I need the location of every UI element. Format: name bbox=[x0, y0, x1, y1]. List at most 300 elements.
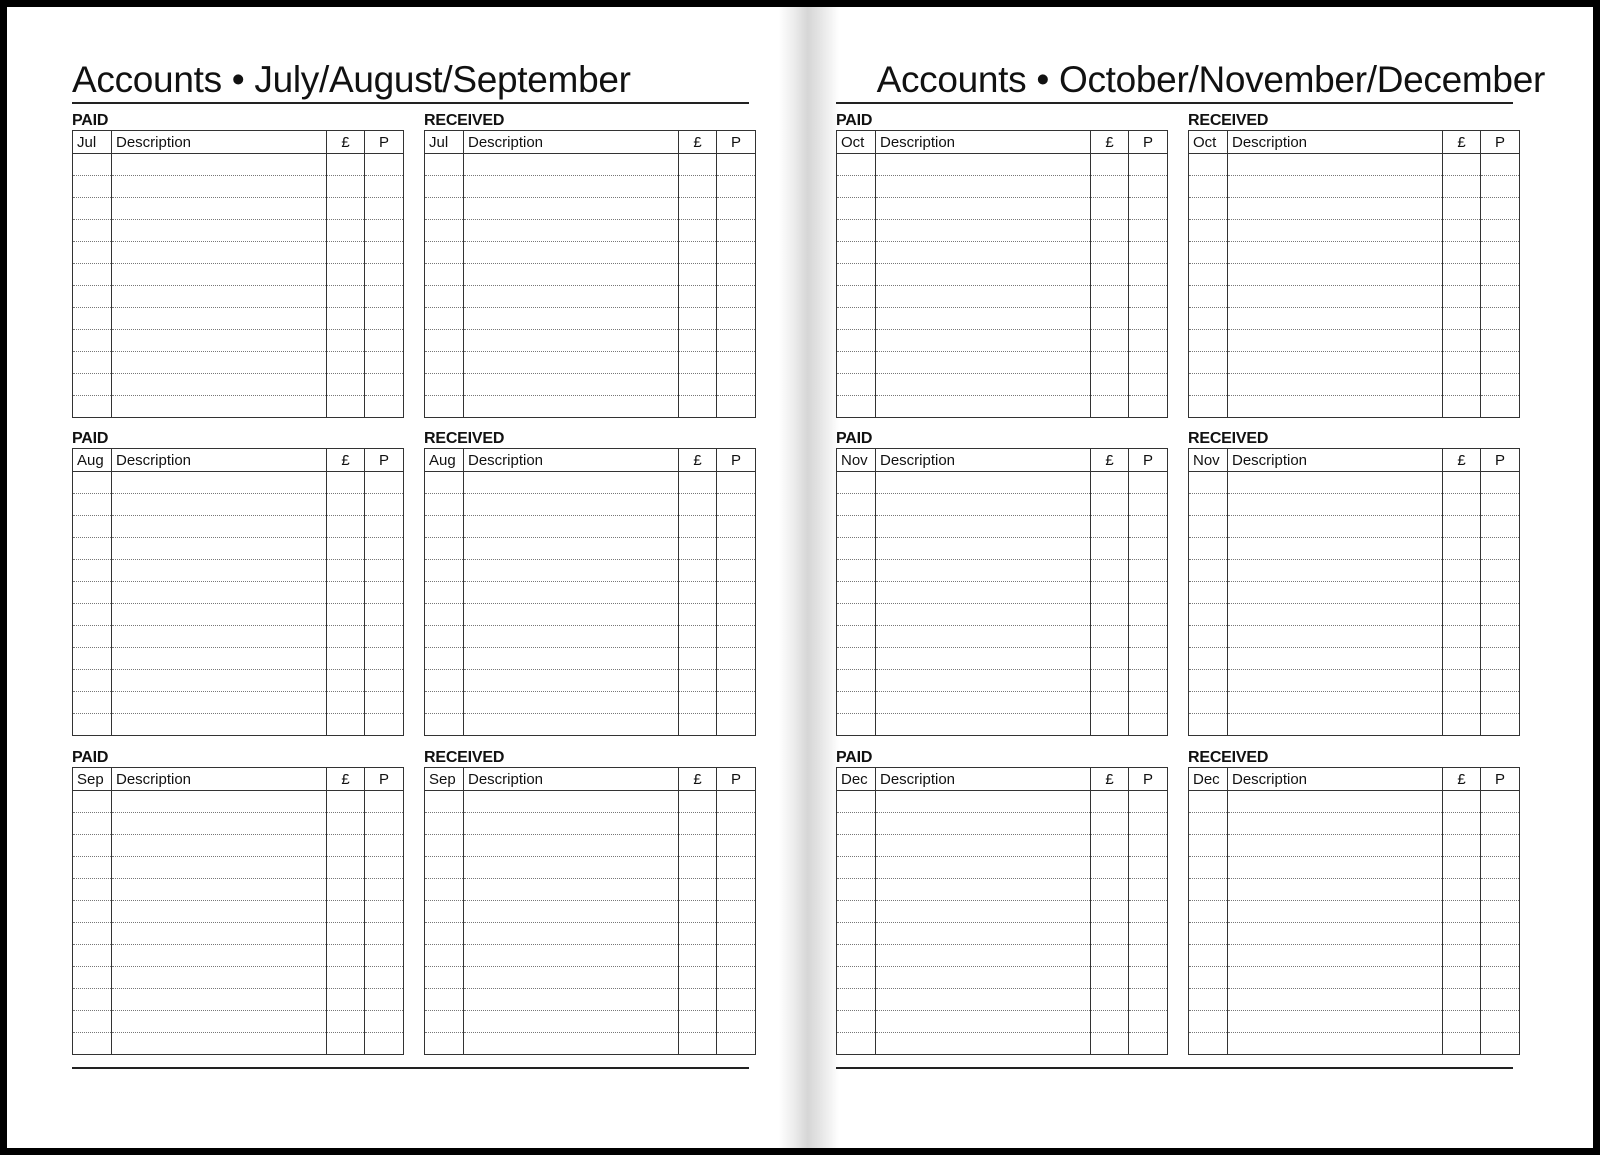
month-cell[interactable] bbox=[1189, 1011, 1228, 1033]
pounds-cell[interactable] bbox=[679, 154, 717, 176]
month-cell[interactable] bbox=[73, 154, 112, 176]
month-cell[interactable] bbox=[837, 967, 876, 989]
pence-cell[interactable] bbox=[717, 670, 756, 692]
month-cell[interactable] bbox=[1189, 1033, 1228, 1055]
pounds-cell[interactable] bbox=[1091, 494, 1129, 516]
pence-cell[interactable] bbox=[1129, 670, 1168, 692]
description-cell[interactable] bbox=[112, 286, 327, 308]
pence-cell[interactable] bbox=[365, 945, 404, 967]
description-cell[interactable] bbox=[112, 176, 327, 198]
pounds-cell[interactable] bbox=[1443, 692, 1481, 714]
pounds-cell[interactable] bbox=[1443, 494, 1481, 516]
description-cell[interactable] bbox=[112, 714, 327, 736]
pounds-cell[interactable] bbox=[679, 472, 717, 494]
pounds-cell[interactable] bbox=[1443, 582, 1481, 604]
pounds-cell[interactable] bbox=[1091, 1011, 1129, 1033]
description-cell[interactable] bbox=[464, 813, 679, 835]
pence-cell[interactable] bbox=[365, 560, 404, 582]
pounds-cell[interactable] bbox=[1091, 692, 1129, 714]
pence-cell[interactable] bbox=[1481, 396, 1520, 418]
month-cell[interactable] bbox=[73, 1011, 112, 1033]
pounds-cell[interactable] bbox=[679, 923, 717, 945]
pence-cell[interactable] bbox=[365, 374, 404, 396]
pence-cell[interactable] bbox=[1129, 242, 1168, 264]
description-cell[interactable] bbox=[1228, 901, 1443, 923]
month-cell[interactable] bbox=[837, 604, 876, 626]
pence-cell[interactable] bbox=[717, 857, 756, 879]
pounds-cell[interactable] bbox=[327, 330, 365, 352]
pence-cell[interactable] bbox=[1481, 923, 1520, 945]
pounds-cell[interactable] bbox=[1091, 879, 1129, 901]
month-cell[interactable] bbox=[1189, 714, 1228, 736]
description-cell[interactable] bbox=[112, 1011, 327, 1033]
month-cell[interactable] bbox=[837, 835, 876, 857]
pounds-cell[interactable] bbox=[679, 626, 717, 648]
description-cell[interactable] bbox=[876, 538, 1091, 560]
pence-cell[interactable] bbox=[365, 813, 404, 835]
description-cell[interactable] bbox=[1228, 352, 1443, 374]
pence-cell[interactable] bbox=[1129, 198, 1168, 220]
month-cell[interactable] bbox=[1189, 582, 1228, 604]
pence-cell[interactable] bbox=[717, 945, 756, 967]
pence-cell[interactable] bbox=[1481, 516, 1520, 538]
description-cell[interactable] bbox=[112, 1033, 327, 1055]
month-cell[interactable] bbox=[73, 352, 112, 374]
description-cell[interactable] bbox=[112, 967, 327, 989]
month-cell[interactable] bbox=[425, 352, 464, 374]
month-cell[interactable] bbox=[1189, 901, 1228, 923]
month-cell[interactable] bbox=[73, 670, 112, 692]
month-cell[interactable] bbox=[837, 494, 876, 516]
month-cell[interactable] bbox=[73, 923, 112, 945]
pounds-cell[interactable] bbox=[1443, 835, 1481, 857]
description-cell[interactable] bbox=[1228, 604, 1443, 626]
month-cell[interactable] bbox=[837, 670, 876, 692]
description-cell[interactable] bbox=[112, 670, 327, 692]
month-cell[interactable] bbox=[1189, 396, 1228, 418]
description-cell[interactable] bbox=[1228, 374, 1443, 396]
month-cell[interactable] bbox=[425, 967, 464, 989]
pence-cell[interactable] bbox=[1481, 648, 1520, 670]
pounds-cell[interactable] bbox=[679, 714, 717, 736]
pence-cell[interactable] bbox=[717, 154, 756, 176]
description-cell[interactable] bbox=[464, 308, 679, 330]
month-cell[interactable] bbox=[837, 791, 876, 813]
description-cell[interactable] bbox=[112, 857, 327, 879]
description-cell[interactable] bbox=[464, 242, 679, 264]
description-cell[interactable] bbox=[112, 198, 327, 220]
description-cell[interactable] bbox=[112, 330, 327, 352]
month-cell[interactable] bbox=[425, 1011, 464, 1033]
description-cell[interactable] bbox=[112, 945, 327, 967]
month-cell[interactable] bbox=[73, 286, 112, 308]
pounds-cell[interactable] bbox=[1443, 923, 1481, 945]
description-cell[interactable] bbox=[112, 154, 327, 176]
pounds-cell[interactable] bbox=[1443, 879, 1481, 901]
pounds-cell[interactable] bbox=[1443, 714, 1481, 736]
description-cell[interactable] bbox=[112, 396, 327, 418]
description-cell[interactable] bbox=[1228, 242, 1443, 264]
pence-cell[interactable] bbox=[1129, 264, 1168, 286]
pounds-cell[interactable] bbox=[1443, 648, 1481, 670]
pounds-cell[interactable] bbox=[327, 176, 365, 198]
pence-cell[interactable] bbox=[365, 286, 404, 308]
pence-cell[interactable] bbox=[717, 494, 756, 516]
pence-cell[interactable] bbox=[717, 582, 756, 604]
month-cell[interactable] bbox=[837, 330, 876, 352]
description-cell[interactable] bbox=[464, 835, 679, 857]
description-cell[interactable] bbox=[464, 648, 679, 670]
month-cell[interactable] bbox=[1189, 791, 1228, 813]
pounds-cell[interactable] bbox=[679, 396, 717, 418]
pence-cell[interactable] bbox=[1129, 516, 1168, 538]
description-cell[interactable] bbox=[876, 857, 1091, 879]
pounds-cell[interactable] bbox=[1091, 791, 1129, 813]
description-cell[interactable] bbox=[876, 626, 1091, 648]
description-cell[interactable] bbox=[464, 330, 679, 352]
month-cell[interactable] bbox=[425, 286, 464, 308]
pence-cell[interactable] bbox=[1481, 286, 1520, 308]
description-cell[interactable] bbox=[464, 967, 679, 989]
month-cell[interactable] bbox=[73, 648, 112, 670]
pounds-cell[interactable] bbox=[679, 967, 717, 989]
description-cell[interactable] bbox=[1228, 967, 1443, 989]
description-cell[interactable] bbox=[1228, 626, 1443, 648]
month-cell[interactable] bbox=[73, 538, 112, 560]
month-cell[interactable] bbox=[1189, 692, 1228, 714]
pence-cell[interactable] bbox=[717, 472, 756, 494]
month-cell[interactable] bbox=[73, 516, 112, 538]
pence-cell[interactable] bbox=[365, 396, 404, 418]
description-cell[interactable] bbox=[112, 494, 327, 516]
pence-cell[interactable] bbox=[365, 538, 404, 560]
description-cell[interactable] bbox=[112, 879, 327, 901]
pounds-cell[interactable] bbox=[1443, 670, 1481, 692]
pounds-cell[interactable] bbox=[1091, 604, 1129, 626]
month-cell[interactable] bbox=[1189, 242, 1228, 264]
month-cell[interactable] bbox=[837, 374, 876, 396]
pence-cell[interactable] bbox=[717, 714, 756, 736]
pounds-cell[interactable] bbox=[1443, 242, 1481, 264]
month-cell[interactable] bbox=[73, 967, 112, 989]
month-cell[interactable] bbox=[425, 714, 464, 736]
description-cell[interactable] bbox=[464, 560, 679, 582]
pounds-cell[interactable] bbox=[1091, 538, 1129, 560]
month-cell[interactable] bbox=[837, 901, 876, 923]
description-cell[interactable] bbox=[464, 989, 679, 1011]
month-cell[interactable] bbox=[837, 648, 876, 670]
description-cell[interactable] bbox=[876, 1033, 1091, 1055]
month-cell[interactable] bbox=[837, 1011, 876, 1033]
pence-cell[interactable] bbox=[365, 989, 404, 1011]
pounds-cell[interactable] bbox=[327, 538, 365, 560]
description-cell[interactable] bbox=[1228, 560, 1443, 582]
description-cell[interactable] bbox=[1228, 945, 1443, 967]
month-cell[interactable] bbox=[837, 176, 876, 198]
description-cell[interactable] bbox=[876, 330, 1091, 352]
description-cell[interactable] bbox=[876, 648, 1091, 670]
pence-cell[interactable] bbox=[1481, 670, 1520, 692]
month-cell[interactable] bbox=[1189, 648, 1228, 670]
pence-cell[interactable] bbox=[1129, 692, 1168, 714]
description-cell[interactable] bbox=[876, 901, 1091, 923]
pounds-cell[interactable] bbox=[327, 670, 365, 692]
month-cell[interactable] bbox=[73, 264, 112, 286]
pounds-cell[interactable] bbox=[327, 494, 365, 516]
month-cell[interactable] bbox=[73, 835, 112, 857]
pence-cell[interactable] bbox=[1129, 989, 1168, 1011]
month-cell[interactable] bbox=[73, 714, 112, 736]
description-cell[interactable] bbox=[876, 220, 1091, 242]
description-cell[interactable] bbox=[464, 286, 679, 308]
description-cell[interactable] bbox=[112, 220, 327, 242]
description-cell[interactable] bbox=[464, 154, 679, 176]
description-cell[interactable] bbox=[876, 791, 1091, 813]
month-cell[interactable] bbox=[73, 472, 112, 494]
pence-cell[interactable] bbox=[365, 330, 404, 352]
pounds-cell[interactable] bbox=[327, 198, 365, 220]
month-cell[interactable] bbox=[425, 582, 464, 604]
pence-cell[interactable] bbox=[1481, 330, 1520, 352]
pounds-cell[interactable] bbox=[1091, 835, 1129, 857]
pence-cell[interactable] bbox=[365, 967, 404, 989]
pence-cell[interactable] bbox=[717, 791, 756, 813]
month-cell[interactable] bbox=[1189, 923, 1228, 945]
month-cell[interactable] bbox=[73, 813, 112, 835]
pence-cell[interactable] bbox=[365, 308, 404, 330]
pounds-cell[interactable] bbox=[679, 264, 717, 286]
month-cell[interactable] bbox=[73, 857, 112, 879]
pounds-cell[interactable] bbox=[327, 626, 365, 648]
description-cell[interactable] bbox=[876, 154, 1091, 176]
month-cell[interactable] bbox=[837, 220, 876, 242]
month-cell[interactable] bbox=[425, 494, 464, 516]
pence-cell[interactable] bbox=[1481, 1033, 1520, 1055]
pounds-cell[interactable] bbox=[1443, 626, 1481, 648]
month-cell[interactable] bbox=[837, 879, 876, 901]
pounds-cell[interactable] bbox=[679, 242, 717, 264]
pounds-cell[interactable] bbox=[1091, 648, 1129, 670]
month-cell[interactable] bbox=[73, 220, 112, 242]
month-cell[interactable] bbox=[1189, 516, 1228, 538]
pounds-cell[interactable] bbox=[1443, 813, 1481, 835]
pounds-cell[interactable] bbox=[1091, 967, 1129, 989]
description-cell[interactable] bbox=[876, 176, 1091, 198]
pounds-cell[interactable] bbox=[1443, 220, 1481, 242]
pounds-cell[interactable] bbox=[327, 352, 365, 374]
month-cell[interactable] bbox=[1189, 604, 1228, 626]
month-cell[interactable] bbox=[1189, 198, 1228, 220]
pence-cell[interactable] bbox=[365, 791, 404, 813]
month-cell[interactable] bbox=[73, 604, 112, 626]
month-cell[interactable] bbox=[73, 692, 112, 714]
pence-cell[interactable] bbox=[365, 352, 404, 374]
pounds-cell[interactable] bbox=[1443, 176, 1481, 198]
pence-cell[interactable] bbox=[1481, 220, 1520, 242]
pence-cell[interactable] bbox=[1481, 154, 1520, 176]
pounds-cell[interactable] bbox=[327, 604, 365, 626]
pence-cell[interactable] bbox=[717, 220, 756, 242]
pounds-cell[interactable] bbox=[1443, 396, 1481, 418]
month-cell[interactable] bbox=[837, 352, 876, 374]
month-cell[interactable] bbox=[425, 670, 464, 692]
description-cell[interactable] bbox=[464, 626, 679, 648]
description-cell[interactable] bbox=[876, 472, 1091, 494]
month-cell[interactable] bbox=[73, 494, 112, 516]
pounds-cell[interactable] bbox=[1443, 374, 1481, 396]
pounds-cell[interactable] bbox=[679, 494, 717, 516]
month-cell[interactable] bbox=[425, 901, 464, 923]
description-cell[interactable] bbox=[112, 901, 327, 923]
description-cell[interactable] bbox=[112, 472, 327, 494]
pence-cell[interactable] bbox=[365, 835, 404, 857]
month-cell[interactable] bbox=[837, 813, 876, 835]
month-cell[interactable] bbox=[837, 198, 876, 220]
month-cell[interactable] bbox=[425, 835, 464, 857]
description-cell[interactable] bbox=[464, 198, 679, 220]
pounds-cell[interactable] bbox=[679, 835, 717, 857]
description-cell[interactable] bbox=[1228, 330, 1443, 352]
description-cell[interactable] bbox=[1228, 154, 1443, 176]
pounds-cell[interactable] bbox=[1443, 308, 1481, 330]
pence-cell[interactable] bbox=[717, 923, 756, 945]
month-cell[interactable] bbox=[837, 242, 876, 264]
pence-cell[interactable] bbox=[365, 198, 404, 220]
pence-cell[interactable] bbox=[365, 670, 404, 692]
pounds-cell[interactable] bbox=[1443, 198, 1481, 220]
pounds-cell[interactable] bbox=[1091, 330, 1129, 352]
month-cell[interactable] bbox=[837, 472, 876, 494]
description-cell[interactable] bbox=[1228, 286, 1443, 308]
pence-cell[interactable] bbox=[717, 626, 756, 648]
pence-cell[interactable] bbox=[365, 242, 404, 264]
month-cell[interactable] bbox=[1189, 670, 1228, 692]
pence-cell[interactable] bbox=[717, 308, 756, 330]
description-cell[interactable] bbox=[1228, 857, 1443, 879]
pounds-cell[interactable] bbox=[1443, 945, 1481, 967]
description-cell[interactable] bbox=[876, 308, 1091, 330]
month-cell[interactable] bbox=[425, 604, 464, 626]
pounds-cell[interactable] bbox=[327, 582, 365, 604]
pounds-cell[interactable] bbox=[679, 516, 717, 538]
description-cell[interactable] bbox=[1228, 670, 1443, 692]
pence-cell[interactable] bbox=[1129, 714, 1168, 736]
pence-cell[interactable] bbox=[717, 879, 756, 901]
description-cell[interactable] bbox=[464, 945, 679, 967]
pounds-cell[interactable] bbox=[1091, 626, 1129, 648]
pence-cell[interactable] bbox=[717, 198, 756, 220]
pounds-cell[interactable] bbox=[1443, 516, 1481, 538]
month-cell[interactable] bbox=[1189, 967, 1228, 989]
pence-cell[interactable] bbox=[1481, 538, 1520, 560]
description-cell[interactable] bbox=[464, 472, 679, 494]
pence-cell[interactable] bbox=[717, 242, 756, 264]
month-cell[interactable] bbox=[425, 308, 464, 330]
pounds-cell[interactable] bbox=[1091, 945, 1129, 967]
pounds-cell[interactable] bbox=[327, 857, 365, 879]
month-cell[interactable] bbox=[425, 1033, 464, 1055]
description-cell[interactable] bbox=[876, 396, 1091, 418]
month-cell[interactable] bbox=[425, 560, 464, 582]
pounds-cell[interactable] bbox=[679, 560, 717, 582]
description-cell[interactable] bbox=[464, 604, 679, 626]
description-cell[interactable] bbox=[112, 560, 327, 582]
description-cell[interactable] bbox=[1228, 396, 1443, 418]
description-cell[interactable] bbox=[1228, 791, 1443, 813]
pence-cell[interactable] bbox=[1129, 648, 1168, 670]
pence-cell[interactable] bbox=[1481, 989, 1520, 1011]
month-cell[interactable] bbox=[73, 989, 112, 1011]
pounds-cell[interactable] bbox=[1443, 352, 1481, 374]
pence-cell[interactable] bbox=[1481, 374, 1520, 396]
pounds-cell[interactable] bbox=[327, 813, 365, 835]
description-cell[interactable] bbox=[876, 945, 1091, 967]
month-cell[interactable] bbox=[837, 264, 876, 286]
description-cell[interactable] bbox=[464, 857, 679, 879]
pounds-cell[interactable] bbox=[679, 198, 717, 220]
pounds-cell[interactable] bbox=[1091, 516, 1129, 538]
pence-cell[interactable] bbox=[717, 516, 756, 538]
description-cell[interactable] bbox=[876, 242, 1091, 264]
pounds-cell[interactable] bbox=[679, 857, 717, 879]
month-cell[interactable] bbox=[425, 923, 464, 945]
pence-cell[interactable] bbox=[1481, 604, 1520, 626]
pounds-cell[interactable] bbox=[1091, 714, 1129, 736]
pounds-cell[interactable] bbox=[679, 670, 717, 692]
pounds-cell[interactable] bbox=[679, 879, 717, 901]
pounds-cell[interactable] bbox=[679, 352, 717, 374]
pence-cell[interactable] bbox=[717, 989, 756, 1011]
pounds-cell[interactable] bbox=[679, 1011, 717, 1033]
month-cell[interactable] bbox=[425, 264, 464, 286]
month-cell[interactable] bbox=[425, 396, 464, 418]
month-cell[interactable] bbox=[1189, 264, 1228, 286]
description-cell[interactable] bbox=[464, 923, 679, 945]
pence-cell[interactable] bbox=[365, 516, 404, 538]
pounds-cell[interactable] bbox=[1443, 264, 1481, 286]
description-cell[interactable] bbox=[1228, 989, 1443, 1011]
month-cell[interactable] bbox=[837, 286, 876, 308]
description-cell[interactable] bbox=[1228, 264, 1443, 286]
description-cell[interactable] bbox=[876, 989, 1091, 1011]
pounds-cell[interactable] bbox=[1091, 264, 1129, 286]
description-cell[interactable] bbox=[112, 923, 327, 945]
description-cell[interactable] bbox=[464, 879, 679, 901]
pounds-cell[interactable] bbox=[327, 264, 365, 286]
month-cell[interactable] bbox=[73, 198, 112, 220]
pence-cell[interactable] bbox=[365, 923, 404, 945]
description-cell[interactable] bbox=[1228, 714, 1443, 736]
month-cell[interactable] bbox=[425, 516, 464, 538]
description-cell[interactable] bbox=[112, 989, 327, 1011]
description-cell[interactable] bbox=[876, 494, 1091, 516]
pence-cell[interactable] bbox=[1129, 220, 1168, 242]
description-cell[interactable] bbox=[876, 813, 1091, 835]
month-cell[interactable] bbox=[73, 242, 112, 264]
description-cell[interactable] bbox=[464, 176, 679, 198]
pence-cell[interactable] bbox=[1481, 857, 1520, 879]
pounds-cell[interactable] bbox=[679, 538, 717, 560]
pounds-cell[interactable] bbox=[1091, 396, 1129, 418]
pounds-cell[interactable] bbox=[327, 308, 365, 330]
pounds-cell[interactable] bbox=[327, 835, 365, 857]
pounds-cell[interactable] bbox=[327, 989, 365, 1011]
pounds-cell[interactable] bbox=[679, 989, 717, 1011]
description-cell[interactable] bbox=[1228, 813, 1443, 835]
month-cell[interactable] bbox=[1189, 835, 1228, 857]
month-cell[interactable] bbox=[425, 648, 464, 670]
pence-cell[interactable] bbox=[1129, 879, 1168, 901]
